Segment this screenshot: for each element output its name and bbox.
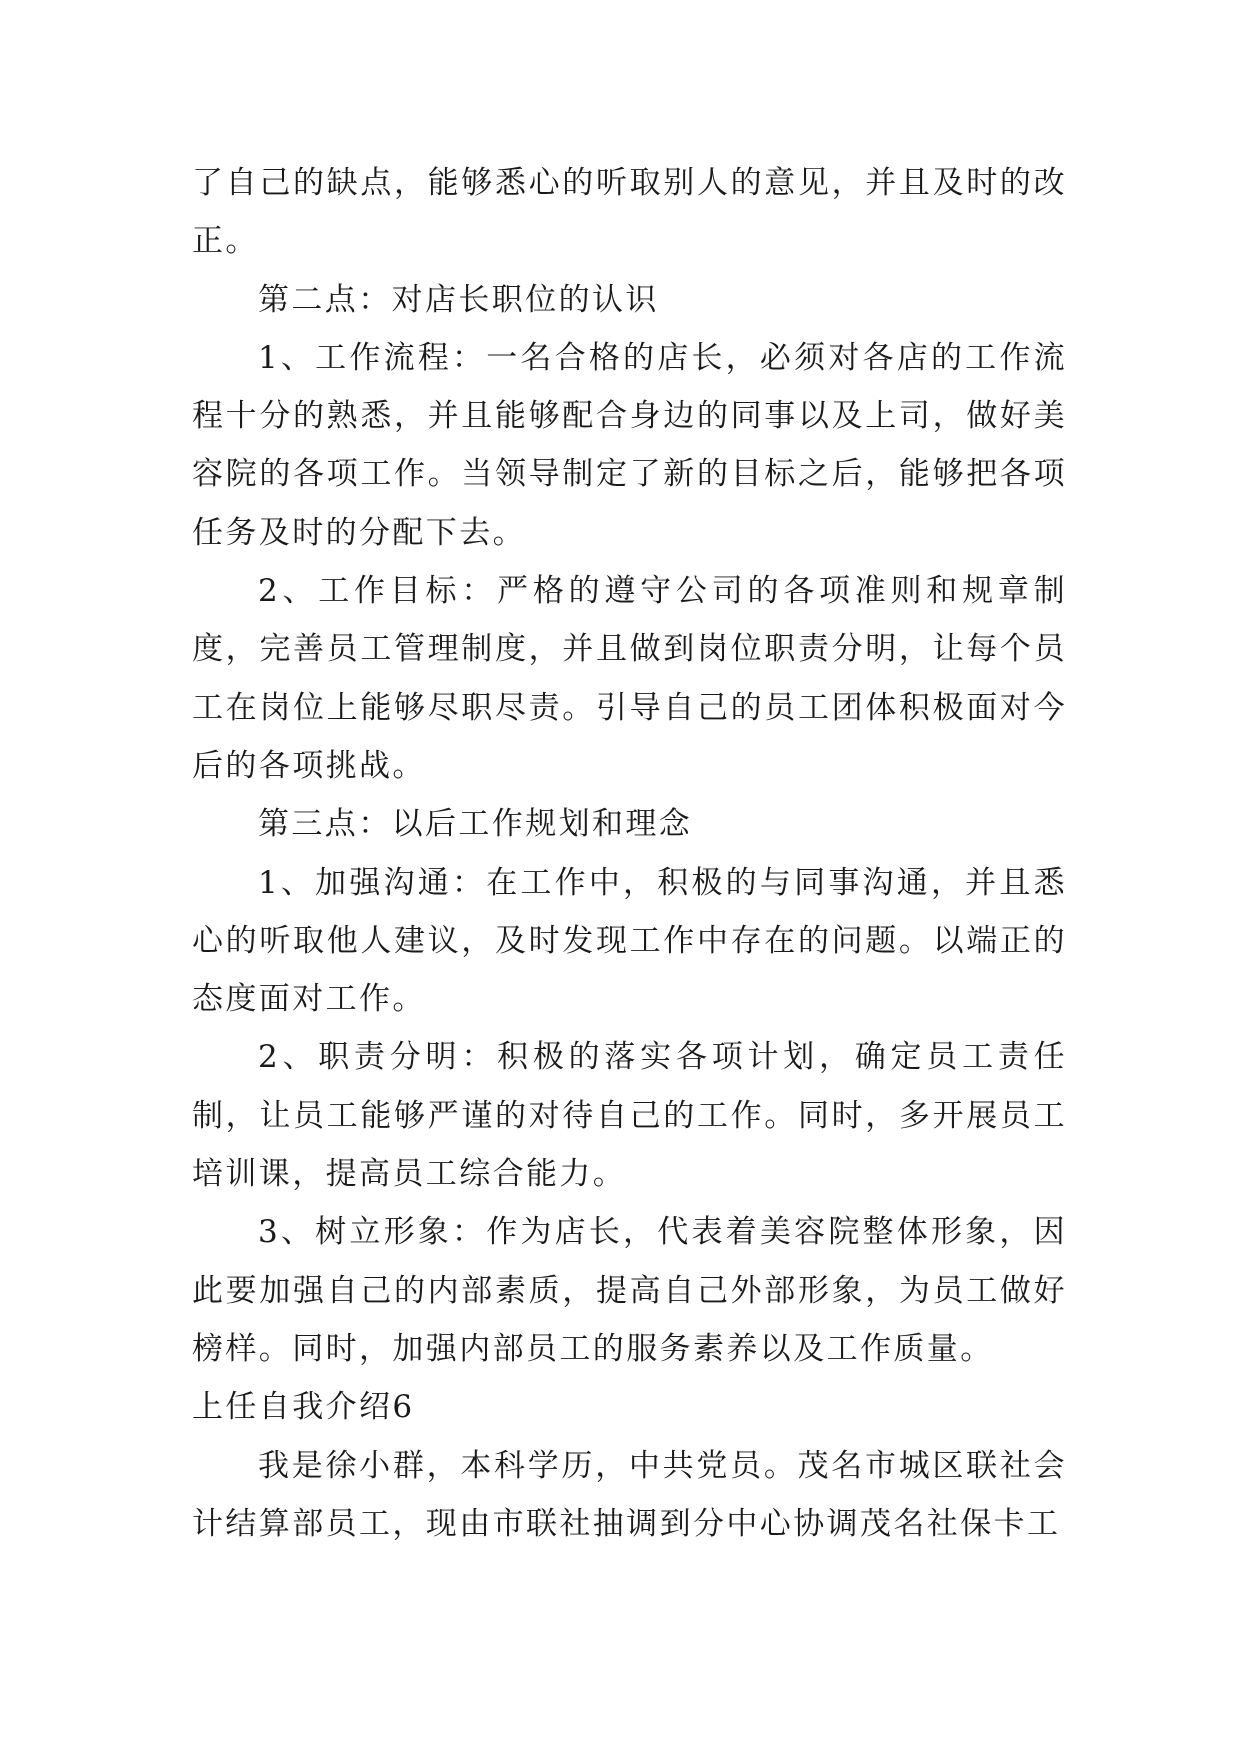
- section-heading-2: 第二点：对店长职位的认识: [258, 281, 659, 318]
- paragraph-workflow: 1、工作流程：一名合格的店长，必须对各店的工作流程十分的熟悉，并且能够配合身边的同事以及上司，做好美容院的各项工作。当领导制定了新的目标之后，能够把各项任务及时的分配下去。: [192, 339, 1067, 551]
- paragraph-introduction: 我是徐小群，本科学历，中共党员。茂名市城区联社会计结算部员工，现由市联社抽调到分中心协调茂名社保卡工: [192, 1447, 1067, 1542]
- paragraph-continuation: 了自己的缺点，能够悉心的听取别人的意见，并且及时的改正。: [192, 165, 1067, 260]
- document-body: [192, 154, 1067, 1553]
- paragraph-work-goal: 2、工作目标：严格的遵守公司的各项准则和规章制度，完善员工管理制度，并且做到岗位职责分明，让每个员工在岗位上能够尽职尽责。引导自己的员工团体积极面对今后的各项挑战。: [192, 573, 1067, 784]
- paragraph-image: 3、树立形象：作为店长，代表着美容院整体形象，因此要加强自己的内部素质，提高自己外部形象，为员工做好榜样。同时，加强内部员工的服务素养以及工作质量。: [192, 1214, 1067, 1367]
- article-title: 上任自我介绍6: [192, 1389, 415, 1426]
- paragraph-communication: 1、加强沟通：在工作中，积极的与同事沟通，并且悉心的听取他人建议，及时发现工作中存在的问题。以端正的态度面对工作。: [192, 864, 1067, 1018]
- paragraph-responsibility: 2、职责分明：积极的落实各项计划，确定员工责任制，让员工能够严谨的对待自己的工作。同时，多开展员工培训课，提高员工综合能力。: [192, 1039, 1067, 1193]
- section-heading-3: 第三点：以后工作规划和理念: [258, 806, 693, 843]
